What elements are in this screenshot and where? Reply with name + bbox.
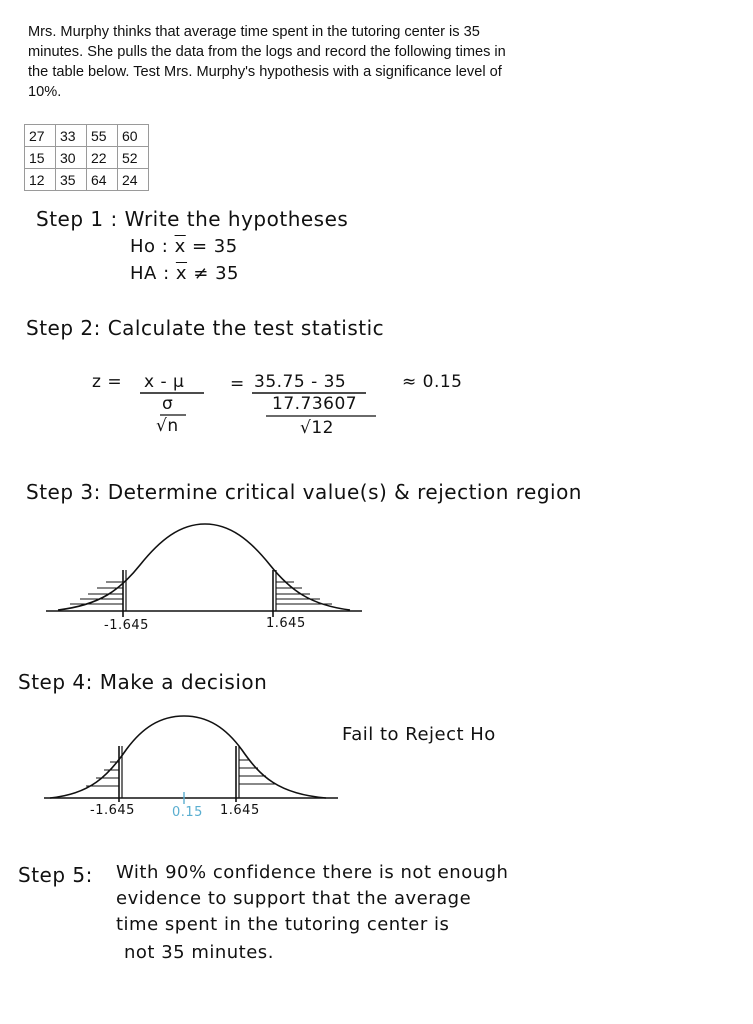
step4-left-critical: -1.645 <box>90 803 135 818</box>
z-result: ≈ 0.15 <box>402 372 463 392</box>
step4-title: Step 4: Make a decision <box>18 670 268 694</box>
table-cell: 52 <box>118 147 149 169</box>
step3-right-shading <box>276 582 332 604</box>
denominator-value: 17.73607 <box>272 394 358 414</box>
conclusion-line: time spent in the tutoring center is <box>116 914 450 935</box>
problem-statement: Mrs. Murphy thinks that average time spent in the tutoring center is 35 minutes. She pulls the data from the logs and record the following times in the table below. Test Mrs. Murphy's hypothesis with a significance level of 10%. <box>28 24 506 100</box>
equals-sign: = <box>230 374 245 394</box>
h0-label: Ho : <box>130 236 169 257</box>
numerator-value: 35.75 - 35 <box>254 372 347 392</box>
step3-title: Step 3: Determine critical value(s) & rejection region <box>26 480 582 504</box>
table-cell: 64 <box>87 169 118 191</box>
sigma-symbol: σ <box>162 394 174 414</box>
step2-title: Step 2: Calculate the test statistic <box>26 316 385 340</box>
ha-xbar: $\overline{x}$ <box>175 263 188 284</box>
h0-value: = 35 <box>191 236 238 257</box>
step3-left-critical: -1.645 <box>104 618 149 633</box>
step4-z-value: 0.15 <box>172 805 203 820</box>
step3-normal-curve <box>40 520 370 620</box>
sqrt-12: √12 <box>300 418 334 438</box>
table-cell: 60 <box>118 125 149 147</box>
sqrt-n: √n <box>156 416 179 436</box>
table-cell: 15 <box>25 147 56 169</box>
z-label: z = <box>92 372 123 392</box>
conclusion-line: not 35 minutes. <box>124 942 274 963</box>
conclusion-line: evidence to support that the average <box>116 888 472 909</box>
conclusion-line: With 90% confidence there is not enough <box>116 862 509 883</box>
ha-label: HA : <box>130 263 170 284</box>
table-cell: 24 <box>118 169 149 191</box>
table-cell: 30 <box>56 147 87 169</box>
step4-right-critical: 1.645 <box>220 803 260 818</box>
step5-label: Step 5: <box>18 863 93 887</box>
table-cell: 55 <box>87 125 118 147</box>
table-cell: 22 <box>87 147 118 169</box>
decision-text: Fail to Reject Ho <box>342 724 496 745</box>
step4-normal-curve <box>40 710 350 810</box>
table-cell: 33 <box>56 125 87 147</box>
table-cell: 35 <box>56 169 87 191</box>
table-cell: 27 <box>25 125 56 147</box>
table-cell: 12 <box>25 169 56 191</box>
z-numerator: x - μ <box>144 372 185 392</box>
ha-value: ≠ 35 <box>193 263 239 284</box>
step1-title: Step 1 : Write the hypotheses <box>36 207 349 231</box>
step3-right-critical: 1.645 <box>266 616 306 631</box>
h0-xbar: $\overline{x}$ <box>174 236 186 257</box>
